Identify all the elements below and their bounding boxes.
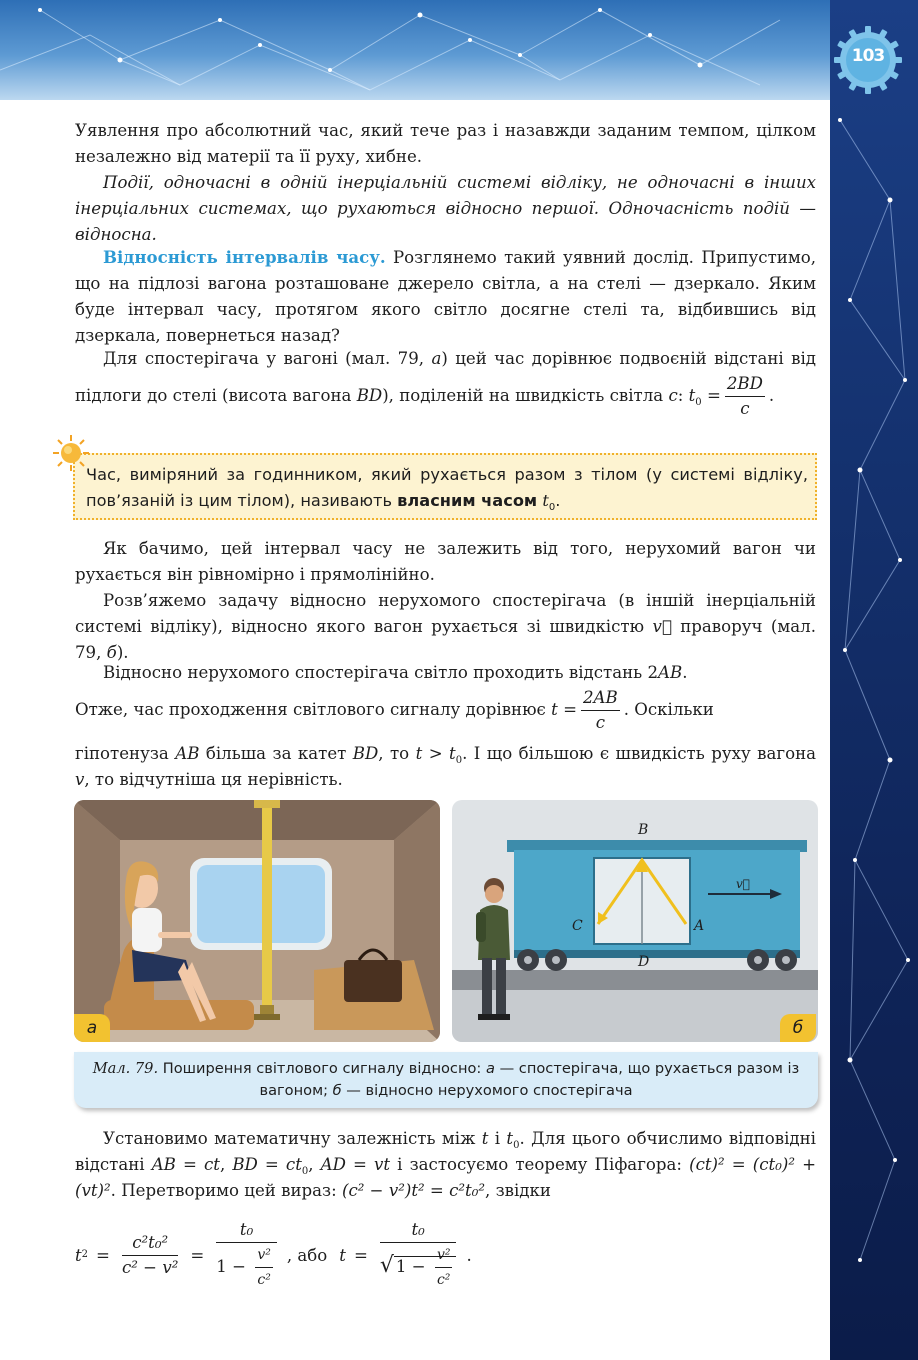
math-var: t xyxy=(339,1245,346,1265)
text-span: . xyxy=(682,663,688,682)
subscript: 0 xyxy=(548,502,556,513)
text-span: , то xyxy=(378,744,416,763)
figure-a-railcar-interior xyxy=(74,800,440,1042)
math-var: t xyxy=(75,1245,82,1265)
caption-span: — спостерігача, що рухається разом із вагоном; xyxy=(259,1060,800,1099)
point-d-label: D xyxy=(638,954,650,970)
text-span: , то відчутніша ця нерівність. xyxy=(84,770,343,789)
text-span: , або xyxy=(286,1245,328,1265)
text-span: Уявлення про абсолютний час, який тече раз і назавжди заданим темпом, цілком незалежно від матерії та її руху, хибне. xyxy=(75,121,816,166)
final-formula: t 2 = $\frac{\text{c²t₀²}}{\text{c² − v²}}$ = t₀ 1 − $\frac{\text{v²}}{\text{c²}}$ , або t = t₀ √ 1 − $\frac{\text{v²}}{\text{c²}}$ . xyxy=(75,1212,675,1298)
math-var: v xyxy=(75,770,85,789)
sqrt-icon: √ xyxy=(379,1253,394,1278)
moving-railcar-illustration xyxy=(452,800,818,1042)
figure-label-b: б xyxy=(780,1014,816,1042)
paragraph-stationary-observer xyxy=(75,588,816,666)
fraction-numerator: 2BD xyxy=(725,372,765,397)
math-var: c xyxy=(668,386,678,405)
text-span: , звідки xyxy=(485,1181,551,1200)
starfield-decor xyxy=(0,0,918,100)
fraction-numerator: t₀ xyxy=(216,1218,277,1243)
text-span: Установимо математичну залежність між xyxy=(103,1129,482,1148)
paragraph-hypotenuse xyxy=(75,741,816,793)
math-var: t xyxy=(481,1129,489,1148)
fraction-denominator xyxy=(216,1243,277,1292)
text-span: праворуч (мал. 79, xyxy=(75,617,817,662)
math-equation: (ct)² = (ct₀)² + (vt)² xyxy=(75,1155,816,1200)
math-equation: BD = ct xyxy=(232,1155,302,1174)
text-span: і xyxy=(488,1129,507,1148)
caption-number: Мал. 79. xyxy=(92,1060,159,1077)
page-number: 103 xyxy=(851,46,885,66)
paragraph-pythagoras: Установимо математичну залежність між t і $t_0$. Для цього обчислимо відповідні відстані AB = ct, BD = $ct_0$, AD = vt і застосуємо теорему Піфагора: (ct)² = (ct₀)² + (vt)². Перетворимо цей вираз: (c² − v²)t² = c²t₀², звідки xyxy=(75,1129,816,1200)
section-heading: Відносність інтервалів часу. xyxy=(103,247,386,267)
text-span: Як бачимо, цей інтервал часу не залежить від того, нерухомий вагон чи рухається він рівномірно і прямолінійно. xyxy=(75,539,816,584)
math-inequality: t > t xyxy=(415,744,456,763)
equals-sign: = xyxy=(96,1245,110,1265)
math-op: = xyxy=(706,386,721,405)
math-op: = xyxy=(563,700,577,719)
fraction-denominator: c² xyxy=(436,1272,451,1288)
fraction xyxy=(725,372,765,421)
radicand xyxy=(394,1247,457,1288)
text-span: Події, одночасні в одній інерціальній системі відліку, не одночасні в інших інерціальних системах, що рухаються відносно першої. Одночасність подій — відносна. xyxy=(75,173,816,244)
text-span: . xyxy=(768,386,775,405)
fraction-numerator: v² xyxy=(255,1243,273,1268)
math-var: t xyxy=(551,700,558,719)
math-var: BD xyxy=(356,386,383,405)
fraction-numerator: c²t₀² xyxy=(122,1231,178,1256)
side-decor xyxy=(830,0,918,1360)
math-var: t xyxy=(688,386,696,405)
math-var: AB xyxy=(658,663,683,682)
text-span: ). xyxy=(116,643,129,662)
fraction xyxy=(435,1243,453,1292)
subscript: 0 xyxy=(513,1140,520,1151)
text-span: ), поділеній на швидкість світла xyxy=(382,386,669,405)
fraction-numerator: 2AB xyxy=(581,686,620,711)
defined-term: власним часом xyxy=(397,491,538,510)
subscript: 0 xyxy=(695,397,702,408)
text-span: . xyxy=(466,1245,472,1265)
paragraph-simultaneity xyxy=(75,170,816,248)
point-a-label: A xyxy=(694,918,705,934)
caption-span: Поширення світлового сигналу відносно: xyxy=(158,1060,486,1077)
caption-ref: б xyxy=(332,1082,342,1099)
fraction-denominator: c² xyxy=(257,1272,271,1288)
math-equation: AB = ct xyxy=(151,1155,220,1174)
figure-caption xyxy=(74,1058,818,1102)
text-span: ) цей час дорівнює подвоєній відстані від підлоги до стелі (висота вагона xyxy=(75,349,816,405)
text-span: гіпотенуза xyxy=(75,744,176,763)
math-var: AB xyxy=(175,744,200,763)
fraction xyxy=(581,686,620,735)
one-minus: 1 − xyxy=(216,1257,247,1276)
fraction xyxy=(380,1218,457,1292)
subscript: 0 xyxy=(455,755,463,766)
equals-sign: = xyxy=(190,1245,205,1265)
fraction-denominator: c xyxy=(740,399,750,418)
one-minus: 1 − xyxy=(395,1257,426,1276)
math-var: BD xyxy=(352,744,379,763)
figure-b-moving-railcar xyxy=(452,800,818,1042)
sun-icon xyxy=(52,434,90,472)
text-span: Розв’яжемо задачу відносно нерухомого спостерігача (в іншій інерціальній системі відліку), відносно якого вагон рухається зі швидкістю xyxy=(75,591,816,636)
text-span: . Оскільки xyxy=(623,700,714,719)
point-c-label: C xyxy=(572,918,583,934)
fraction-denominator: c² − v² xyxy=(121,1257,179,1277)
paragraph-observer-in-car xyxy=(75,346,816,421)
fraction-numerator: v² xyxy=(435,1243,453,1268)
train-interior-illustration xyxy=(74,800,440,1042)
text-span: Отже, час проходження світлового сигналу дорівнює xyxy=(75,700,552,719)
math-equation: (c² − v²)t² = c²t₀² xyxy=(341,1181,486,1200)
figure-label-a: а xyxy=(74,1014,110,1042)
point-b-label: B xyxy=(638,822,649,838)
math-equation: AD = vt xyxy=(320,1155,391,1174)
text-span: Для спостерігача у вагоні (мал. 79, xyxy=(103,349,432,368)
caption-ref: а xyxy=(485,1060,495,1077)
fraction-denominator xyxy=(380,1243,457,1292)
velocity-label: v⃗ xyxy=(736,877,750,891)
math-var: t xyxy=(542,491,549,510)
text-span: і застосуємо теорему Піфагора: xyxy=(390,1155,690,1174)
math-var: t xyxy=(506,1129,514,1148)
header-decor xyxy=(0,0,918,100)
paragraph-time-intervals xyxy=(75,244,816,349)
velocity-symbol: v⃗ xyxy=(652,617,672,636)
paragraph-absolute-time xyxy=(75,118,816,170)
caption-span: — відносно нерухомого спостерігача xyxy=(341,1082,633,1099)
text-span: Час, виміряний за годинником, який рухається разом з тілом (у системі відліку, пов’язаній із цим тілом), називають xyxy=(86,465,808,510)
fraction xyxy=(216,1218,277,1292)
text-span: . xyxy=(555,491,561,510)
text-span: Відносно нерухомого спостерігача світло проходить відстань 2 xyxy=(103,663,659,682)
text-span: . Для цього обчислимо відповідні відстані xyxy=(75,1129,816,1174)
fig-ref: а xyxy=(431,349,442,368)
fraction-numerator: t₀ xyxy=(380,1218,457,1243)
definition-text xyxy=(86,462,808,514)
paragraph-independence xyxy=(75,536,816,588)
constellation-decor xyxy=(830,0,918,1360)
fig-ref: б xyxy=(106,643,117,662)
text-span: . Перетворимо цей вираз: xyxy=(110,1181,342,1200)
fraction xyxy=(255,1243,273,1292)
fraction-denominator: c xyxy=(595,713,605,732)
paragraph-light-path xyxy=(75,660,816,686)
subscript: 0 xyxy=(301,1166,309,1177)
text-span: : xyxy=(677,386,684,405)
fraction xyxy=(122,1231,178,1280)
paragraph-signal-time xyxy=(75,686,816,735)
text-span: Розглянемо такий уявний дослід. Припустимо, що на підлозі вагона розташоване джерело світла, а на стелі — дзеркало. Яким буде інтервал часу, протягом якого світло досягне стелі та, відбившись від дзеркала, повернеться назад? xyxy=(75,248,817,345)
text-span: . І що більшою є швидкість руху вагона xyxy=(462,744,817,763)
equals-sign: = xyxy=(353,1245,368,1265)
text-span: більша за катет xyxy=(199,744,353,763)
